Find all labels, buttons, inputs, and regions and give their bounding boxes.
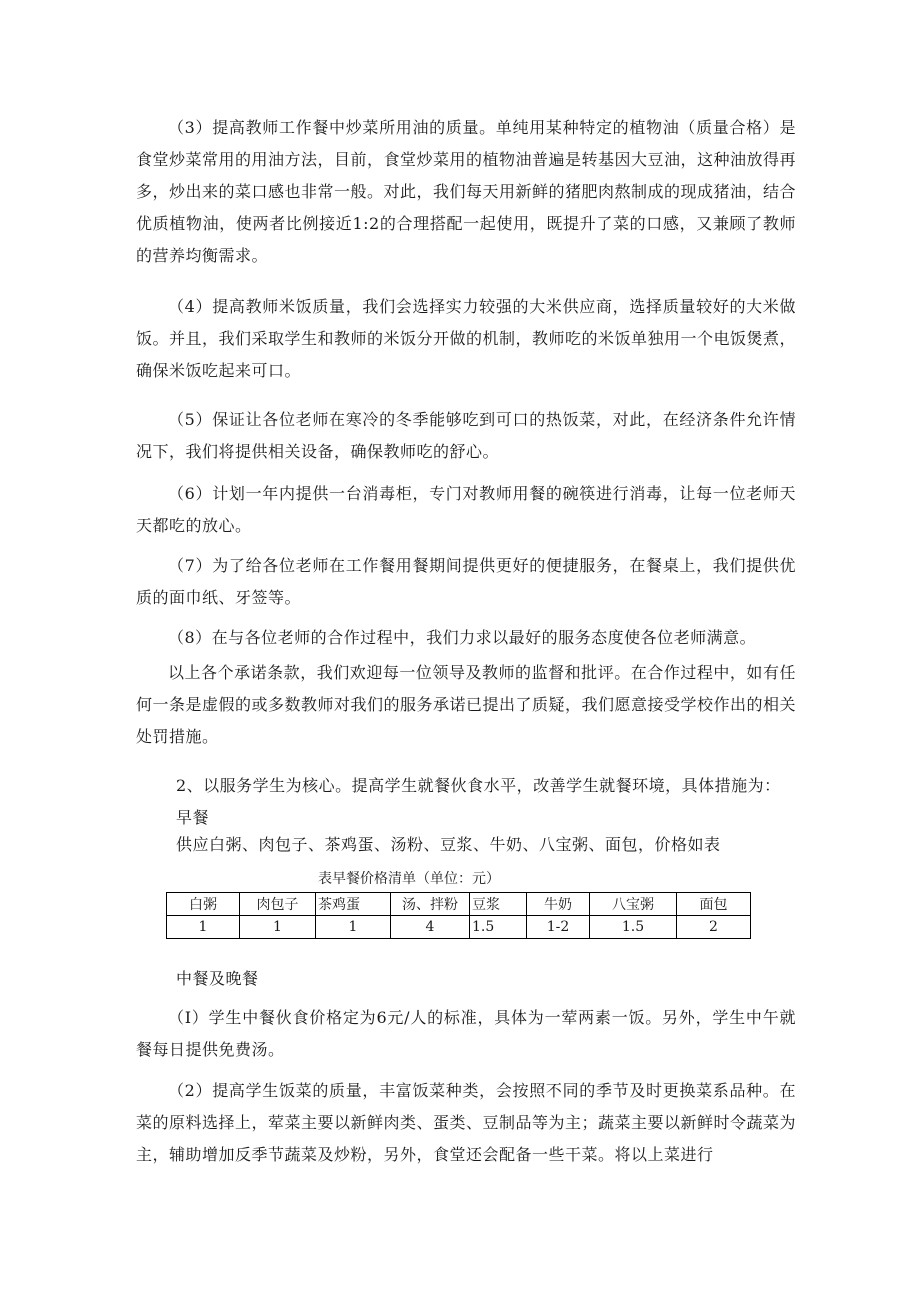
paragraph-commitment: 以上各个承诺条款，我们欢迎每一位领导及教师的监督和批评。在合作过程中，如有任何一条是虚假的或多数教师对我们的服务承诺已提出了质疑，我们愿意接受学校作出的相关处罚措施。: [136, 663, 797, 746]
table-cell: 2: [677, 916, 751, 939]
paragraph-disinfection: （6）计划一年内提供一台消毒柜，专门对教师用餐的碗筷进行消毒，让每一位老师天天都吃的放心。: [136, 484, 796, 535]
table-caption: 表早餐价格清单（单位：元）: [318, 871, 500, 887]
paragraph-lunch-price: （I）学生中餐伙食价格定为6元/人的标准，具体为一荤两素一饭。另外，学生中午就餐每日提供免费汤。: [136, 1008, 796, 1059]
lunch-dinner-heading: 中餐及晚餐: [176, 969, 259, 988]
table-cell: 4: [391, 916, 470, 939]
paragraph-oil-quality: （3）提高教师工作餐中炒菜所用油的质量。单纯用某种特定的植物油（质量合格）是食堂炒菜常用的用油方法，目前，食堂炒菜用的植物油普遍是转基因大豆油，这种油放得再多，炒出来的菜口感也非常一般。对此，我们每天用新鲜的猪肥肉熬制成的现成猪油，结合优质植物油，使两者比例接近1:2的合理搭配一起使用，既提升了菜的口感，又兼顾了教师的营养均衡需求。: [136, 118, 797, 265]
table-header-cell: 白粥: [167, 893, 240, 916]
breakfast-price-table: [166, 892, 751, 939]
paragraph-rice-quality: （4）提高教师米饭质量，我们会选择实力较强的大米供应商，选择质量较好的大米做饭。并且，我们采取学生和教师的米饭分开做的机制，教师吃的米饭单独用一个电饭煲煮，确保米饭吃起来可口。: [136, 297, 797, 380]
table-cell: 1: [167, 916, 240, 939]
table-header-cell: 八宝粥: [590, 893, 677, 916]
table-cell: 1: [240, 916, 316, 939]
paragraph-convenience: （7）为了给各位老师在工作餐用餐期间提供更好的便捷服务，在餐桌上，我们提供优质的面巾纸、牙签等。: [136, 556, 796, 607]
paragraph-hot-meals: （5）保证让各位老师在寒冷的冬季能够吃到可口的热饭菜，对此，在经济条件允许情况下，我们将提供相关设备，确保教师吃的舒心。: [136, 410, 796, 461]
breakfast-heading: 早餐: [176, 808, 210, 827]
table-header-cell: 肉包子: [240, 893, 316, 916]
table-cell: 1.5: [470, 916, 527, 939]
paragraph-service-attitude: （8）在与各位老师的合作过程中，我们力求以最好的服务态度使各位老师满意。: [168, 628, 757, 647]
table-header-cell: 茶鸡蛋: [316, 893, 391, 916]
table-header-cell: 面包: [677, 893, 751, 916]
section-heading-students: 2、以服务学生为核心。提高学生就餐伙食水平，改善学生就餐环境，具体措施为：: [176, 776, 781, 795]
table-header-cell: 豆浆: [470, 893, 527, 916]
table-cell: 1.5: [590, 916, 677, 939]
paragraph-food-quality: （2）提高学生饭菜的质量，丰富饭菜种类，会按照不同的季节及时更换菜系品种。在菜的原料选择上，荤菜主要以新鲜肉类、蛋类、豆制品等为主；蔬菜主要以新鲜时令蔬菜为主，辅助增加反季节蔬菜及炒粉，另外，食堂还会配备一些干菜。将以上菜进行: [136, 1081, 797, 1164]
breakfast-description: 供应白粥、肉包子、茶鸡蛋、汤粉、豆浆、牛奶、八宝粥、面包，价格如表: [176, 835, 721, 854]
table-header-cell: 汤、拌粉: [391, 893, 470, 916]
table-cell: 1: [316, 916, 391, 939]
table-header-row: [167, 893, 751, 916]
table-header-cell: 牛奶: [527, 893, 590, 916]
table-row: [167, 916, 751, 939]
table-cell: 1-2: [527, 916, 590, 939]
